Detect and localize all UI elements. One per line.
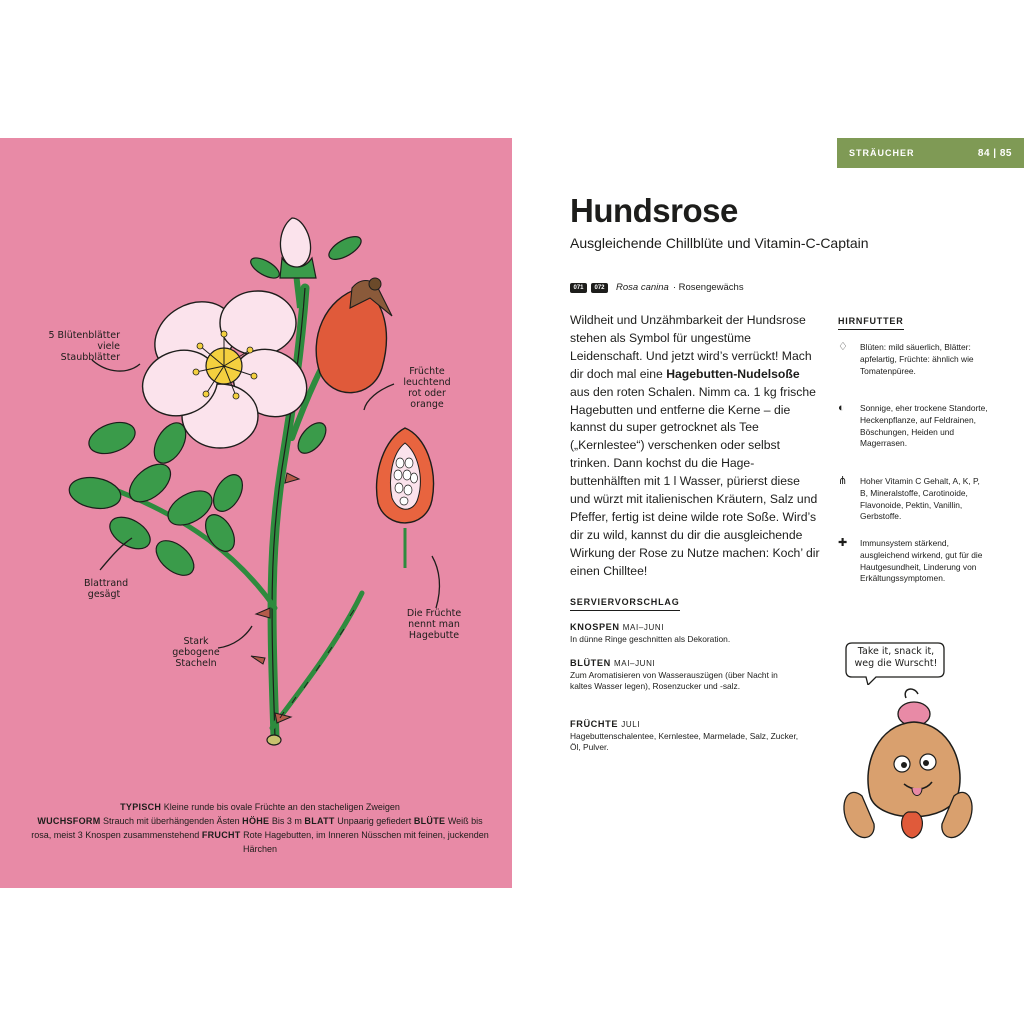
brainfood-item: ⋔ Hoher Vitamin C Gehalt, A, K, P, B, Mineralstoffe, Carotinoide, Flavonoide, Pektin, Vanillin, Gerbstoffe. (838, 475, 980, 522)
serving-item: KNOSPEN MAI–JUNI In dünne Ringe geschnitten als Dekoration. (570, 622, 731, 644)
page-title: Hundsrose (570, 192, 738, 229)
annotation-petals: 5 Blütenblätter viele Staubblätter (48, 330, 120, 363)
nutrients-icon: ⋔ (838, 475, 848, 487)
dog-rose-illustration (0, 138, 512, 758)
serving-item: FRÜCHTE JULI Hagebuttenschalentee, Kernlestee, Marmelade, Salz, Zucker, Öl, Pulver. (570, 719, 799, 753)
annotation-thorns: Stark gebogene Stacheln (172, 636, 220, 669)
latin-name: Rosa canina (616, 282, 669, 293)
reference-tag: 072 (591, 283, 608, 293)
section-label: STRÄUCHER (849, 148, 915, 158)
brainfood-title: HIRNFUTTER (838, 316, 904, 330)
taste-icon: ♢ (838, 341, 848, 353)
health-cross-icon: ✚ (838, 537, 848, 549)
brainfood-item: ♢ Blüten: mild säuerlich, Blätter: apfelartig, Früchte: ähnlich wie Tomatenpüree. (838, 341, 974, 376)
rosehip-mascot (818, 684, 978, 854)
sun-shade-icon: ◐ (838, 402, 845, 414)
annotation-fruits: Früchte leuchtend rot oder orange (403, 366, 451, 410)
annotation-hips: Die Früchte nennt man Hagebutte (406, 608, 462, 641)
brainfood-item: ◐ Sonnige, eher trockene Standorte, Heckenpflanze, auf Feldrainen, Böschungen, Heiden und Magerrasen. (838, 402, 988, 449)
illustration-page (0, 138, 512, 888)
body-paragraph: Wildheit und Unzähmbarkeit der Hundsrose stehen als Symbol für ungestüme Leidenschaft. Und jetzt wird’s verrückt! Mach dir doch mal eine Hagebutten-Nudelsoße aus den roten Schalen. Nimm ca. 1 kg frische Hagebutten und entferne die Kerne – die kannst du super getrocknet als Tee („Kernlestee“) verschenken oder selbst trinken. Dann kochst du die Hagebuttenhälften mit 1 l Wasser, pürierst diese und würzt mit italienischen Kräutern, Salz und Pfeffer, fertig ist deine wilde rote Soße. Wird’s dir zu wild, kannst du dir die ausgleichende Wirkung der Rose zu Nutze machen: Koch’ dir einen Chilltee! (570, 313, 820, 578)
plant-family: · Rosengewächs (672, 282, 744, 293)
serving-item: BLÜTEN MAI–JUNI Zum Aromatisieren von Wasserauszügen (über Nacht in kaltes Wasser legen), Rosenzucker und -salz. (570, 658, 778, 692)
page-numbers: 84 | 85 (977, 148, 1012, 159)
section-header-bar (837, 138, 1024, 168)
plant-facts: TYPISCH Kleine runde bis ovale Früchte an den stacheligen Zweigen WUCHSFORM Strauch mit überhängenden Ästen HÖHE Bis 3 m BLATT Unpaarig gefiedert BLÜTE Weiß bis rosa, meist 3 Knospen zusammenstehend FRUCHT Rote Hagebutten, im Inneren Nüsschen mit feinen, juckenden Härchen (31, 802, 489, 854)
speech-bubble-text: Take it, snack it, weg die Wurscht! (854, 646, 938, 669)
brainfood-item: ✚ Immunsystem stärkend, ausgleichend wirkend, gut für die Hautgesundheit, Linderung von Erkältungssymptomen. (838, 537, 983, 584)
serving-title: SERVIERVORSCHLAG (570, 597, 680, 611)
page-subtitle: Ausgleichende Chillblüte und Vitamin-C-Captain (570, 235, 869, 251)
taxonomy-line (570, 282, 744, 293)
reference-tag: 071 (570, 283, 587, 293)
annotation-leaf: Blattrand gesägt (84, 578, 129, 600)
